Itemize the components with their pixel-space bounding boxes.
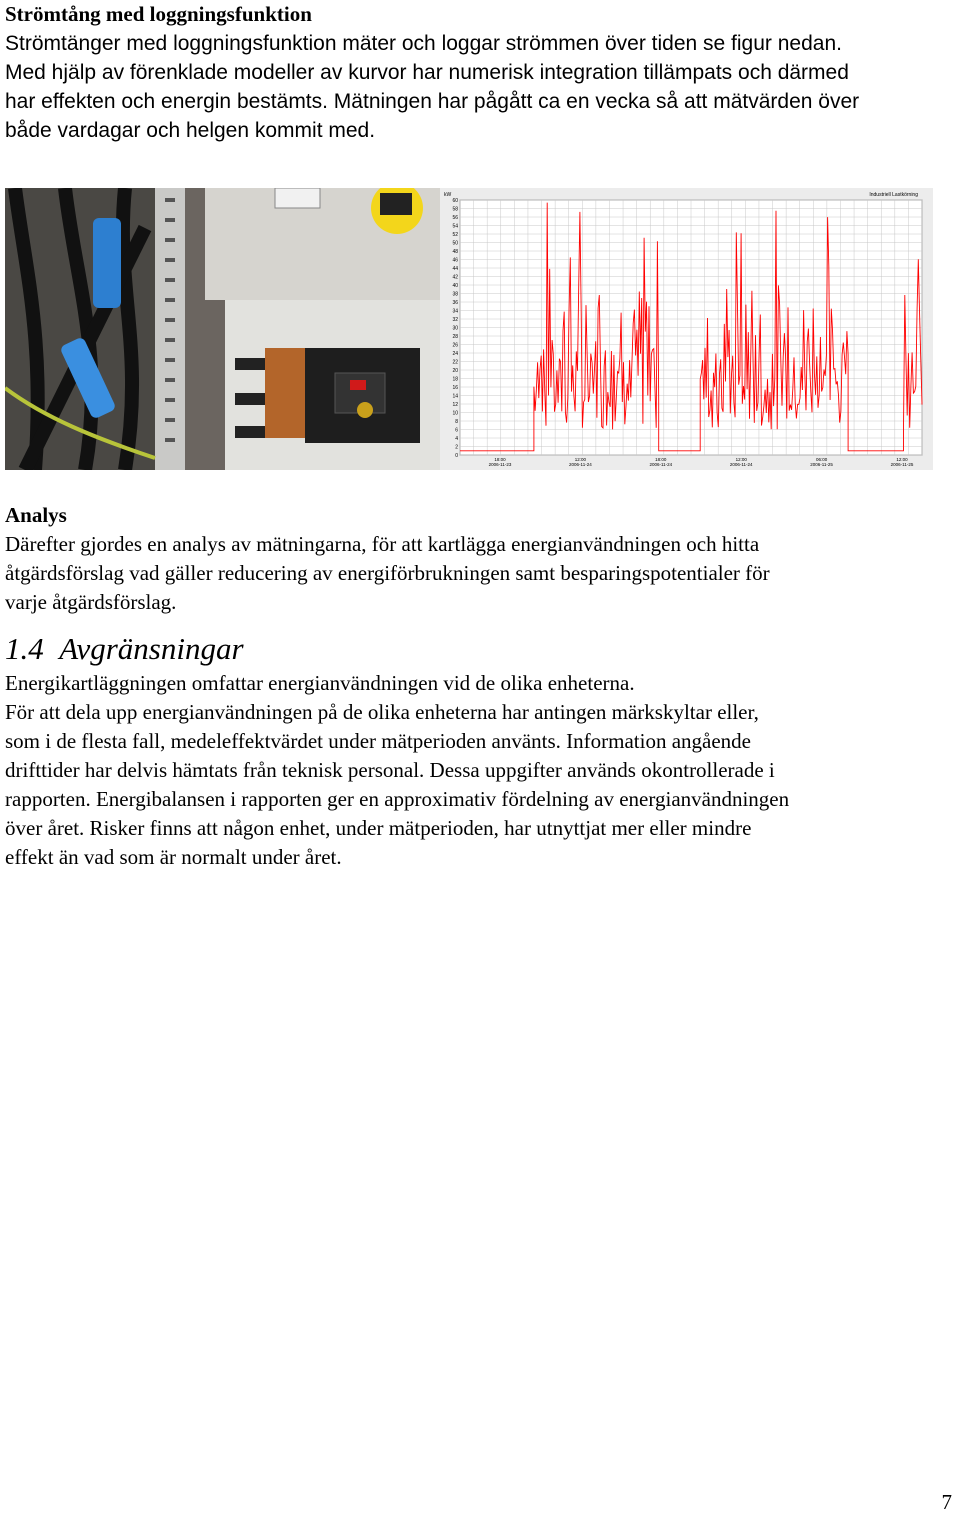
chart-ytick-label: 0 xyxy=(455,453,458,459)
chart-xtick-label: 06:00 xyxy=(815,457,828,462)
chart-ytick-label: 60 xyxy=(452,198,458,204)
chart-xtick-label: 2006-11-24 xyxy=(649,462,673,467)
chart-ytick-label: 32 xyxy=(452,317,458,323)
chart-ytick-label: 30 xyxy=(452,325,458,332)
chart-ytick-label: 18 xyxy=(452,376,458,383)
paragraph-line: Strömtänger med loggningsfunktion mäter och loggar strömmen över tiden se figur nedan. xyxy=(5,32,842,55)
chart-xtick-label: 2006-11-25 xyxy=(810,462,833,467)
paragraph-line: har effekten och energin bestämts. Mätningen har pågått ca en vecka så att mätvärden över xyxy=(5,90,860,113)
paragraph-line: varje åtgärdsförslag. xyxy=(5,590,177,614)
chart-ytick-label: 8 xyxy=(455,419,458,425)
chart-xtick-label: 2006-11-23 xyxy=(488,462,512,467)
chart-ytick-label: 46 xyxy=(452,257,458,264)
heading-strömtång: Strömtång med loggningsfunktion xyxy=(5,2,312,26)
current-log-chart xyxy=(440,188,933,470)
chart-ytick-label: 40 xyxy=(452,283,458,289)
chart-ytick-label: 58 xyxy=(452,206,458,213)
chart-xtick-label: 12:00 xyxy=(735,457,747,462)
chart-ytick-label: 24 xyxy=(452,351,458,357)
chart-ytick-label: 42 xyxy=(452,274,458,281)
chart-ytick-label: 4 xyxy=(455,436,458,442)
chart-xtick-label: 2006-11-25 xyxy=(890,462,914,467)
chart-ytick-label: 16 xyxy=(452,385,458,391)
paragraph-line: drifttider har delvis hämtats från teknisk personal. Dessa uppgifter används okontrollerade i xyxy=(5,758,775,782)
chart-ytick-label: 6 xyxy=(455,427,458,434)
chart-ytick-label: 56 xyxy=(452,215,458,221)
chart-legend-label: Industriell Lastkörning xyxy=(869,192,918,198)
clamp-meter-photo xyxy=(5,188,440,470)
chart-xtick-label: 2006-11-24 xyxy=(569,462,592,467)
chart-xtick-label: 18:00 xyxy=(494,457,506,462)
chart-svg xyxy=(440,188,933,470)
chart-ytick-label: 34 xyxy=(452,308,458,315)
paragraph-line: både vardagar och helgen kommit med. xyxy=(5,119,376,142)
paragraph-line: Därefter gjordes en analys av mätningarna, för att kartlägga energianvändningen och hitta xyxy=(5,532,760,556)
chart-ytick-label: 2 xyxy=(455,444,458,451)
paragraph-intro xyxy=(5,29,955,145)
chart-ylabel: kW xyxy=(444,192,452,198)
chart-ytick-label: 50 xyxy=(452,240,458,247)
chart-xtick-label: 12:00 xyxy=(574,457,587,462)
paragraph-line: som i de flesta fall, medeleffektvärdet under mätperioden använts. Information angående xyxy=(5,729,751,753)
chart-xtick-label: 2006-11-24 xyxy=(729,462,753,467)
chart-ytick-label: 44 xyxy=(452,266,458,272)
chart-ytick-label: 48 xyxy=(452,249,458,255)
chart-ytick-label: 36 xyxy=(452,300,458,306)
page-number: 7 xyxy=(941,1490,952,1514)
cabinet-illustration xyxy=(5,188,440,470)
paragraph-analys xyxy=(5,530,955,617)
paragraph-line: åtgärdsförslag vad gäller reducering av energiförbrukningen samt besparingspotentialer för xyxy=(5,561,770,585)
paragraph-line: rapporten. Energibalansen i rapporten ger en approximativ fördelning av energianvändningen xyxy=(5,787,790,811)
paragraph-avgransningar xyxy=(5,669,955,872)
paragraph-line: över året. Risker finns att någon enhet, under mätperioden, har utnyttjat mer eller mindre xyxy=(5,816,752,840)
paragraph-line: Med hjälp av förenklade modeller av kurvor har numerisk integration tillämpats och därmed xyxy=(5,61,849,84)
paragraph-line: effekt än vad som är normalt under året. xyxy=(5,845,342,869)
chart-ytick-label: 28 xyxy=(452,334,458,340)
chart-ytick-label: 22 xyxy=(452,359,458,366)
chart-ytick-label: 54 xyxy=(452,223,458,230)
chart-ytick-label: 38 xyxy=(452,291,458,298)
paragraph-line: Energikartläggningen omfattar energianvändningen vid de olika enheterna. xyxy=(5,671,635,695)
section-heading xyxy=(5,631,955,667)
paragraph-line: För att dela upp energianvändningen på de olika enheterna har antingen märkskyltar eller, xyxy=(5,700,759,724)
chart-ytick-label: 52 xyxy=(452,232,458,238)
chart-ytick-label: 20 xyxy=(452,368,458,374)
section-number: 1.4 xyxy=(5,631,44,666)
chart-xtick-label: 18:00 xyxy=(655,457,667,462)
section-title: Avgränsningar xyxy=(59,631,244,666)
chart-ytick-label: 14 xyxy=(452,393,458,400)
heading-analys: Analys xyxy=(5,503,67,527)
chart-xtick-label: 12:00 xyxy=(896,457,908,462)
chart-ytick-label: 12 xyxy=(452,402,458,408)
chart-ytick-label: 26 xyxy=(452,342,458,349)
chart-ytick-label: 10 xyxy=(452,410,458,417)
